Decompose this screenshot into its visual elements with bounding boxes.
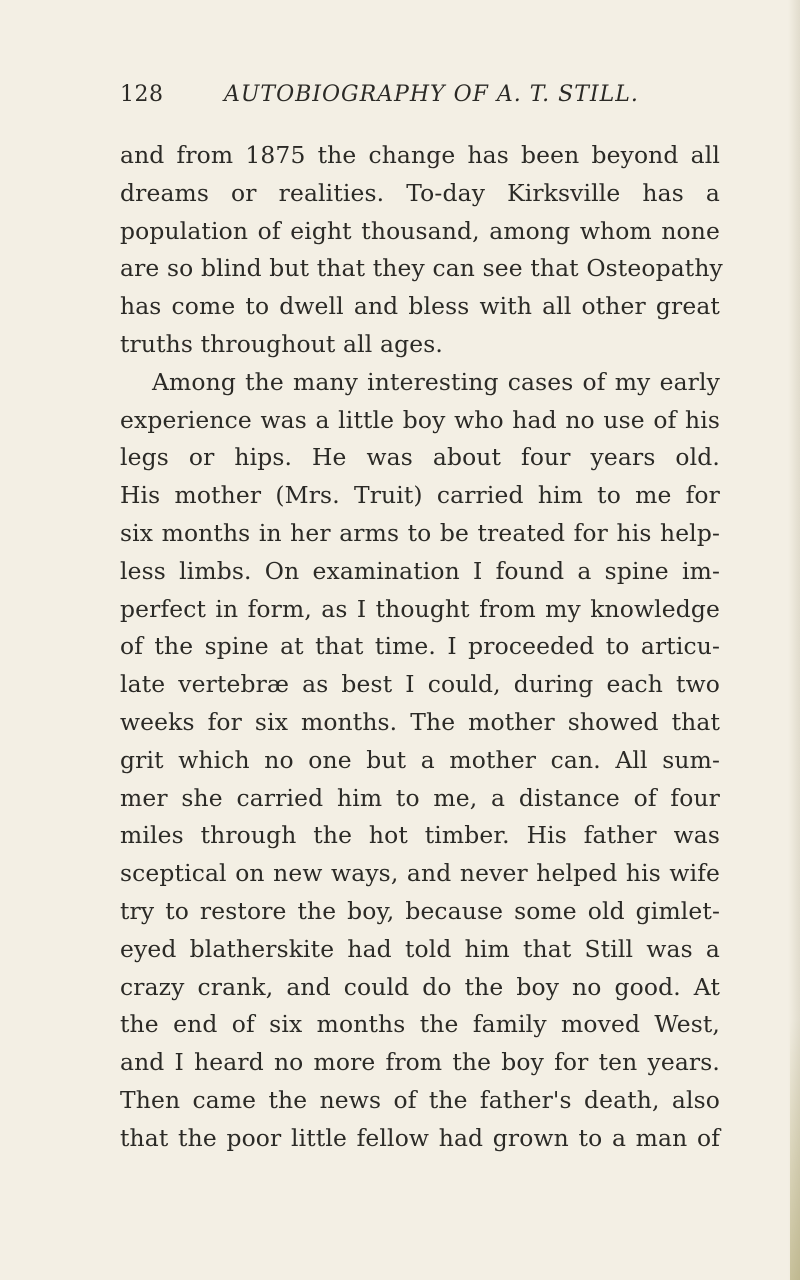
text-line: and I heard no more from the boy for ten years. <box>120 1048 720 1077</box>
text-line: and from 1875 the change has been beyond all <box>120 141 720 169</box>
page-edge-stain <box>790 1020 800 1280</box>
text-line: less limbs. On examination I found a spine im- <box>120 556 720 585</box>
text-line: weeks for six months. The mother showed that <box>120 707 720 736</box>
text-line: truths throughout all ages. <box>120 329 443 358</box>
text-line: has come to dwell and bless with all other great <box>120 292 720 321</box>
text-line: perfect in form, as I thought from my knowledge <box>120 594 720 623</box>
text-line: Then came the news of the father's death, also <box>120 1085 720 1114</box>
text-line: of the spine at that time. I proceeded to articu- <box>120 632 720 661</box>
text-line: Among the many interesting cases of my early <box>152 367 720 396</box>
text-line: the end of six months the family moved West, <box>120 1010 720 1039</box>
text-line: mer she carried him to me, a distance of four <box>120 783 720 812</box>
text-line: late vertebræ as best I could, during each two <box>120 670 720 699</box>
text-line: sceptical on new ways, and never helped his wife <box>120 859 720 888</box>
text-line: dreams or realities. To-day Kirksville has a <box>120 178 720 207</box>
text-line: experience was a little boy who had no use of his <box>120 405 720 434</box>
text-line: miles through the hot timber. His father was <box>120 821 720 850</box>
page-number: 128 <box>120 82 164 107</box>
text-line: are so blind but that they can see that Osteopathy <box>120 254 723 283</box>
running-title: AUTOBIOGRAPHY OF A. T. STILL. <box>224 82 639 107</box>
text-line: six months in her arms to be treated for his help- <box>120 518 720 547</box>
text-line: crazy crank, and could do the boy no good. At <box>120 972 720 1001</box>
text-line: His mother (Mrs. Truit) carried him to me for <box>120 481 720 510</box>
text-line: eyed blatherskite had told him that Still was a <box>120 934 720 963</box>
text-line: that the poor little fellow had grown to a man of <box>120 1123 720 1152</box>
text-line: try to restore the boy, because some old gimlet- <box>120 896 720 925</box>
text-line: grit which no one but a mother can. All sum- <box>120 745 720 774</box>
page-header <box>120 82 680 114</box>
body-text <box>120 137 723 1158</box>
text-line: legs or hips. He was about four years old. <box>120 443 720 472</box>
text-line: population of eight thousand, among whom none <box>120 216 720 245</box>
